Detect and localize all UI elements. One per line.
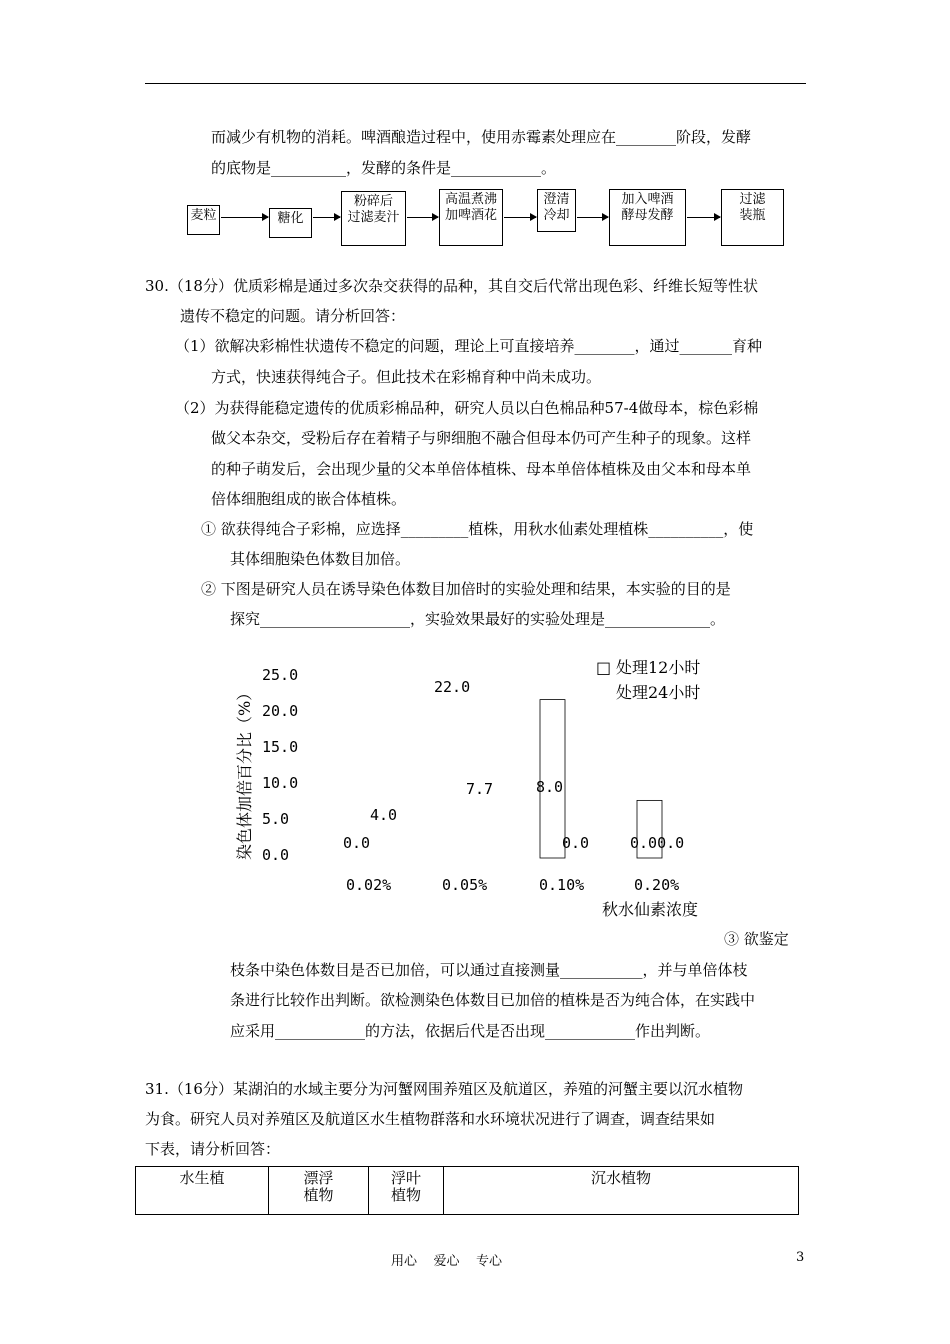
y-tick-label: 25.0 xyxy=(262,666,299,684)
text-line: ① 欲获得纯合子彩棉，应选择_________植株，用秋水仙素处理植株__________，使 xyxy=(201,520,754,538)
flow-arrow xyxy=(407,217,438,218)
x-tick-label: 0.10% xyxy=(539,876,585,894)
y-tick-label: 20.0 xyxy=(262,702,299,720)
flow-box-crush-filter: 粉碎后 过滤麦汁 xyxy=(341,191,406,246)
data-label-12h: 0.0 xyxy=(343,834,371,852)
flow-box-clarify-cool: 澄清 冷却 xyxy=(537,189,576,232)
text-line: 的种子萌发后，会出现少量的父本单倍体植株、母本单倍体植株及由父本和母本单 xyxy=(211,460,752,478)
y-tick-label: 10.0 xyxy=(262,774,299,792)
data-label-12h: 0.00.0 xyxy=(630,834,685,852)
q30-stem: 30.（18分）优质彩棉是通过多次杂交获得的品种，其自交后代常出现色彩、纤维长短等性状 xyxy=(145,277,758,295)
q31-stem: 31.（16分）某湖泊的水域主要分为河蟹网围养殖区及航道区，养殖的河蟹主要以沉水植物 xyxy=(145,1080,743,1098)
text-line: 倍体细胞组成的嵌合体植株。 xyxy=(211,490,407,508)
text-line: 做父本杂交，受粉后存在着精子与卵细胞不融合但母本仍可产生种子的现象。这样 xyxy=(211,429,752,447)
legend-label-24h: 处理24小时 xyxy=(616,683,701,702)
x-tick-label: 0.02% xyxy=(346,876,392,894)
text-line: 下表，请分析回答： xyxy=(145,1140,281,1158)
table-cell: 浮叶 植物 xyxy=(369,1167,444,1215)
y-tick-label: 5.0 xyxy=(262,810,290,828)
flow-arrow xyxy=(687,217,720,218)
y-tick-label: 15.0 xyxy=(262,738,299,756)
text-line: ③ 欲鉴定 xyxy=(724,930,789,948)
data-label-24h: 4.0 xyxy=(370,806,398,824)
x-tick-label: 0.05% xyxy=(442,876,488,894)
text-line: 其体细胞染色体数目加倍。 xyxy=(230,550,411,568)
text-line: 应采用____________的方法，依据后代是否出现____________作出判断。 xyxy=(230,1022,711,1040)
flow-box-yeast-ferment: 加入啤酒 酵母发酵 xyxy=(609,189,686,246)
data-label-12h: 8.0 xyxy=(536,778,564,796)
flow-box-malt: 麦粒 xyxy=(187,205,220,235)
page-number: 3 xyxy=(796,1250,805,1265)
text-line: 探究____________________，实验效果最好的实验处理是______________。 xyxy=(230,610,726,628)
text-line: 遗传不稳定的问题。请分析回答： xyxy=(180,307,406,325)
text-line: 方式，快速获得纯合子。但此技术在彩棉育种中尚未成功。 xyxy=(211,368,602,386)
table-row xyxy=(136,1167,799,1215)
text-line: 枝条中染色体数目是否已加倍，可以通过直接测量___________，并与单倍体枝 xyxy=(230,961,748,979)
text-line: 条进行比较作出判断。欲检测染色体数目已加倍的植株是否为纯合体，在实践中 xyxy=(230,991,756,1009)
data-label-12h: 22.0 xyxy=(434,678,471,696)
text-line: （1）欲解决彩棉性状遗传不稳定的问题，理论上可直接培养________，通过_______育种 xyxy=(175,337,763,355)
survey-table xyxy=(135,1166,799,1215)
data-label-24h: 0.0 xyxy=(562,834,590,852)
flow-box-boil-hops: 高温煮沸 加啤酒花 xyxy=(439,189,503,246)
text-line: 为食。研究人员对养殖区及航道区水生植物群落和水环境状况进行了调查，调查结果如 xyxy=(145,1110,716,1128)
text-line: 而减少有机物的消耗。啤酒酿造过程中，使用赤霉素处理应在________阶段，发酵 xyxy=(211,128,752,146)
y-tick-label: 0.0 xyxy=(262,846,290,864)
flow-arrow xyxy=(504,217,536,218)
table-cell: 沉水植物 xyxy=(444,1167,799,1215)
flow-box-filter-bottle: 过滤 装瓶 xyxy=(721,189,784,246)
flow-arrow xyxy=(313,217,340,218)
legend-marker-12h: □ xyxy=(596,658,612,677)
colchicine-bar-chart xyxy=(220,650,740,925)
x-tick-label: 0.20% xyxy=(634,876,680,894)
legend-label-12h: 处理12小时 xyxy=(616,658,701,677)
x-axis-label: 秋水仙素浓度 xyxy=(602,900,699,919)
text-line: （2）为获得能稳定遗传的优质彩棉品种，研究人员以白色棉品种57-4做母本，棕色彩棉 xyxy=(175,399,759,417)
text-line: ② 下图是研究人员在诱导染色体数目加倍时的实验处理和结果，本实验的目的是 xyxy=(201,580,731,598)
text-line: 的底物是__________，发酵的条件是____________。 xyxy=(211,159,557,177)
table-cell: 漂浮 植物 xyxy=(269,1167,369,1215)
flow-arrow xyxy=(221,217,268,218)
footer-motto: 用心 爱心 专心 xyxy=(391,1254,503,1269)
table-cell: 水生植 xyxy=(136,1167,269,1215)
y-axis-label: 染色体加倍百分比（%） xyxy=(235,684,254,860)
data-label-24h: 7.7 xyxy=(466,780,494,798)
header-rule xyxy=(145,83,806,84)
flow-arrow xyxy=(577,217,608,218)
flow-box-saccharify: 糖化 xyxy=(269,208,312,238)
